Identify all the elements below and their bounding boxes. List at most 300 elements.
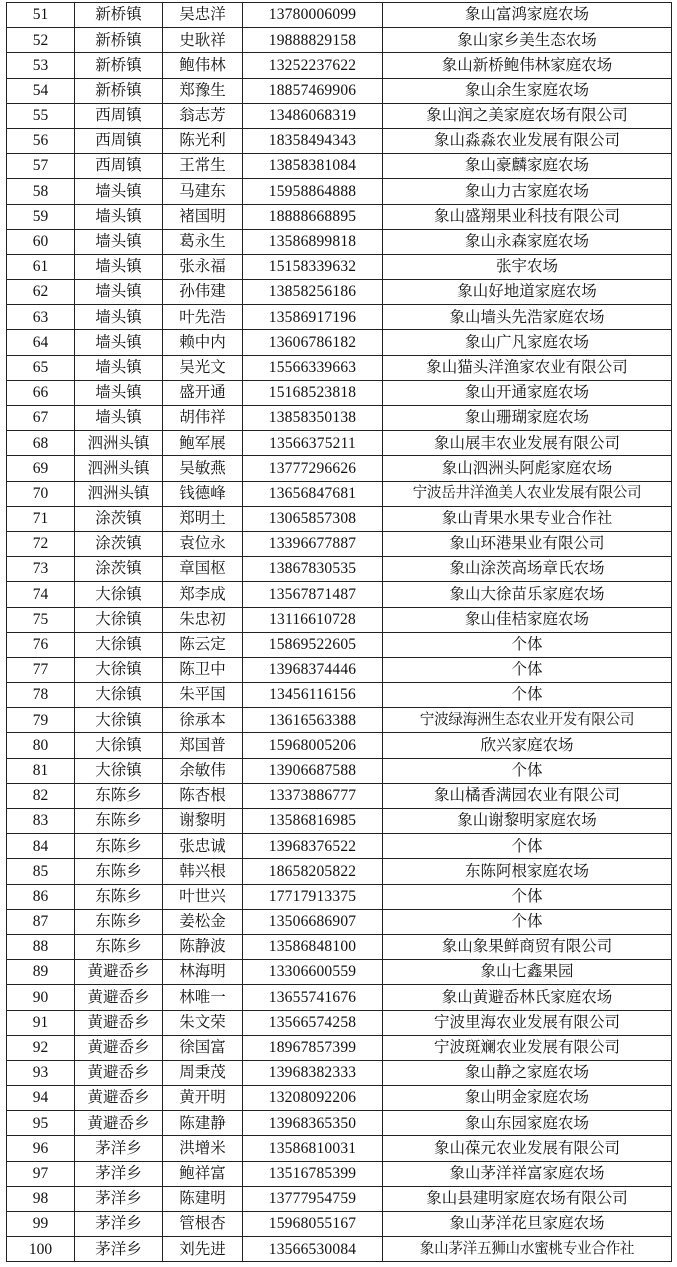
phone-number: 13306600559 [243, 960, 383, 985]
row-number: 54 [7, 78, 75, 103]
phone-number: 17717913375 [243, 884, 383, 909]
unit-name: 象山明金家庭农场 [383, 1086, 672, 1111]
contact-name: 钱德峰 [163, 481, 243, 506]
contact-name: 朱文荣 [163, 1010, 243, 1035]
unit-name: 象山谢黎明家庭农场 [383, 809, 672, 834]
row-number: 87 [7, 909, 75, 934]
town-name: 茅洋乡 [75, 1161, 163, 1186]
row-number: 51 [7, 3, 75, 28]
table-row [7, 1212, 672, 1237]
contact-name: 袁位永 [163, 531, 243, 556]
town-name: 大徐镇 [75, 758, 163, 783]
phone-number: 18857469906 [243, 78, 383, 103]
row-number: 73 [7, 557, 75, 582]
table-row [7, 1035, 672, 1060]
town-name: 东陈乡 [75, 809, 163, 834]
table-row [7, 229, 672, 254]
row-number: 96 [7, 1136, 75, 1161]
town-name: 黄避岙乡 [75, 1111, 163, 1136]
town-name: 茅洋乡 [75, 1136, 163, 1161]
phone-number: 13566375211 [243, 431, 383, 456]
roster-body [7, 3, 672, 1262]
contact-name: 吴忠洋 [163, 3, 243, 28]
row-number: 75 [7, 607, 75, 632]
row-number: 82 [7, 783, 75, 808]
town-name: 新桥镇 [75, 78, 163, 103]
table-row [7, 154, 672, 179]
phone-number: 13586917196 [243, 305, 383, 330]
farm-roster-table [6, 2, 672, 1262]
phone-number: 13566574258 [243, 1010, 383, 1035]
table-row [7, 632, 672, 657]
contact-name: 林唯一 [163, 985, 243, 1010]
unit-name: 象山七鑫果园 [383, 960, 672, 985]
town-name: 大徐镇 [75, 708, 163, 733]
row-number: 98 [7, 1186, 75, 1211]
unit-name: 张宇农场 [383, 254, 672, 279]
town-name: 西周镇 [75, 154, 163, 179]
row-number: 93 [7, 1060, 75, 1085]
contact-name: 郑明土 [163, 506, 243, 531]
unit-name: 个体 [383, 758, 672, 783]
phone-number: 18658205822 [243, 859, 383, 884]
row-number: 70 [7, 481, 75, 506]
contact-name: 朱忠初 [163, 607, 243, 632]
unit-name: 象山涂茨高场章氏农场 [383, 557, 672, 582]
phone-number: 13566530084 [243, 1237, 383, 1262]
town-name: 大徐镇 [75, 607, 163, 632]
unit-name: 象山墙头先浩家庭农场 [383, 305, 672, 330]
unit-name: 宁波岳井洋渔美人农业发展有限公司 [383, 481, 672, 506]
contact-name: 葛永生 [163, 229, 243, 254]
phone-number: 13616563388 [243, 708, 383, 733]
table-row [7, 708, 672, 733]
contact-name: 郑李成 [163, 582, 243, 607]
phone-number: 18967857399 [243, 1035, 383, 1060]
unit-name: 象山茅洋五狮山水蜜桃专业合作社 [383, 1237, 672, 1262]
contact-name: 姜松金 [163, 909, 243, 934]
unit-name: 宁波斑斓农业发展有限公司 [383, 1035, 672, 1060]
town-name: 大徐镇 [75, 657, 163, 682]
contact-name: 陈卫中 [163, 657, 243, 682]
contact-name: 鲍军展 [163, 431, 243, 456]
table-row [7, 859, 672, 884]
contact-name: 陈建静 [163, 1111, 243, 1136]
unit-name: 宁波绿海洲生态农业开发有限公司 [383, 708, 672, 733]
contact-name: 管根杏 [163, 1212, 243, 1237]
contact-name: 陈光利 [163, 128, 243, 153]
town-name: 墙头镇 [75, 380, 163, 405]
phone-number: 13252237622 [243, 53, 383, 78]
contact-name: 吴光文 [163, 355, 243, 380]
row-number: 52 [7, 28, 75, 53]
row-number: 55 [7, 103, 75, 128]
unit-name: 象山珊瑚家庭农场 [383, 406, 672, 431]
phone-number: 13396677887 [243, 531, 383, 556]
contact-name: 陈静波 [163, 934, 243, 959]
unit-name: 象山永森家庭农场 [383, 229, 672, 254]
contact-name: 朱平国 [163, 683, 243, 708]
phone-number: 13373886777 [243, 783, 383, 808]
phone-number: 19888829158 [243, 28, 383, 53]
contact-name: 郑豫生 [163, 78, 243, 103]
row-number: 80 [7, 733, 75, 758]
contact-name: 赖中内 [163, 330, 243, 355]
unit-name: 欣兴家庭农场 [383, 733, 672, 758]
phone-number: 18358494343 [243, 128, 383, 153]
town-name: 涂茨镇 [75, 531, 163, 556]
unit-name: 象山大徐苗乐家庭农场 [383, 582, 672, 607]
table-row [7, 960, 672, 985]
row-number: 94 [7, 1086, 75, 1111]
town-name: 墙头镇 [75, 229, 163, 254]
table-row [7, 280, 672, 305]
contact-name: 韩兴根 [163, 859, 243, 884]
table-row [7, 909, 672, 934]
row-number: 65 [7, 355, 75, 380]
town-name: 黄避岙乡 [75, 960, 163, 985]
row-number: 71 [7, 506, 75, 531]
town-name: 新桥镇 [75, 3, 163, 28]
phone-number: 15958864888 [243, 179, 383, 204]
row-number: 90 [7, 985, 75, 1010]
contact-name: 陈杏根 [163, 783, 243, 808]
unit-name: 个体 [383, 884, 672, 909]
town-name: 大徐镇 [75, 733, 163, 758]
table-row [7, 78, 672, 103]
unit-name: 个体 [383, 657, 672, 682]
phone-number: 13456116156 [243, 683, 383, 708]
contact-name: 张忠诚 [163, 834, 243, 859]
town-name: 茅洋乡 [75, 1212, 163, 1237]
town-name: 大徐镇 [75, 632, 163, 657]
unit-name: 象山展丰农业发展有限公司 [383, 431, 672, 456]
row-number: 79 [7, 708, 75, 733]
unit-name: 象山家乡美生态农场 [383, 28, 672, 53]
row-number: 78 [7, 683, 75, 708]
town-name: 东陈乡 [75, 783, 163, 808]
row-number: 62 [7, 280, 75, 305]
row-number: 56 [7, 128, 75, 153]
phone-number: 18888668895 [243, 204, 383, 229]
table-row [7, 456, 672, 481]
unit-name: 象山茅洋花旦家庭农场 [383, 1212, 672, 1237]
town-name: 墙头镇 [75, 406, 163, 431]
phone-number: 13586899818 [243, 229, 383, 254]
phone-number: 13968382333 [243, 1060, 383, 1085]
phone-number: 13606786182 [243, 330, 383, 355]
row-number: 53 [7, 53, 75, 78]
phone-number: 13867830535 [243, 557, 383, 582]
table-row [7, 985, 672, 1010]
unit-name: 象山橘香满园农业有限公司 [383, 783, 672, 808]
contact-name: 褚国明 [163, 204, 243, 229]
row-number: 61 [7, 254, 75, 279]
row-number: 100 [7, 1237, 75, 1262]
row-number: 84 [7, 834, 75, 859]
town-name: 茅洋乡 [75, 1186, 163, 1211]
table-row [7, 506, 672, 531]
town-name: 东陈乡 [75, 934, 163, 959]
unit-name: 个体 [383, 683, 672, 708]
row-number: 68 [7, 431, 75, 456]
contact-name: 马建东 [163, 179, 243, 204]
table-row [7, 431, 672, 456]
phone-number: 13486068319 [243, 103, 383, 128]
phone-number: 13777954759 [243, 1186, 383, 1211]
contact-name: 史耿祥 [163, 28, 243, 53]
table-row [7, 884, 672, 909]
contact-name: 郑国普 [163, 733, 243, 758]
table-row [7, 330, 672, 355]
row-number: 58 [7, 179, 75, 204]
contact-name: 叶先浩 [163, 305, 243, 330]
town-name: 墙头镇 [75, 254, 163, 279]
row-number: 76 [7, 632, 75, 657]
contact-name: 徐国富 [163, 1035, 243, 1060]
table-row [7, 355, 672, 380]
table-row [7, 783, 672, 808]
phone-number: 13858256186 [243, 280, 383, 305]
unit-name: 象山广凡家庭农场 [383, 330, 672, 355]
table-row [7, 254, 672, 279]
phone-number: 15869522605 [243, 632, 383, 657]
table-row [7, 557, 672, 582]
unit-name: 象山盛翔果业科技有限公司 [383, 204, 672, 229]
contact-name: 鲍伟林 [163, 53, 243, 78]
town-name: 大徐镇 [75, 582, 163, 607]
unit-name: 象山猫头洋渔家农业有限公司 [383, 355, 672, 380]
unit-name: 象山县建明家庭农场有限公司 [383, 1186, 672, 1211]
phone-number: 13968374446 [243, 657, 383, 682]
town-name: 墙头镇 [75, 179, 163, 204]
phone-number: 13777296626 [243, 456, 383, 481]
row-number: 81 [7, 758, 75, 783]
town-name: 墙头镇 [75, 280, 163, 305]
unit-name: 象山淼淼农业发展有限公司 [383, 128, 672, 153]
unit-name: 象山佳桔家庭农场 [383, 607, 672, 632]
contact-name: 徐承本 [163, 708, 243, 733]
row-number: 57 [7, 154, 75, 179]
town-name: 墙头镇 [75, 204, 163, 229]
phone-number: 13968376522 [243, 834, 383, 859]
town-name: 黄避岙乡 [75, 1010, 163, 1035]
town-name: 泗洲头镇 [75, 481, 163, 506]
contact-name: 翁志芳 [163, 103, 243, 128]
unit-name: 宁波里海农业发展有限公司 [383, 1010, 672, 1035]
phone-number: 13906687588 [243, 758, 383, 783]
unit-name: 象山黄避岙林氏家庭农场 [383, 985, 672, 1010]
row-number: 77 [7, 657, 75, 682]
table-row [7, 1161, 672, 1186]
unit-name: 个体 [383, 834, 672, 859]
unit-name: 象山泗洲头阿彪家庭农场 [383, 456, 672, 481]
contact-name: 余敏伟 [163, 758, 243, 783]
contact-name: 陈建明 [163, 1186, 243, 1211]
town-name: 黄避岙乡 [75, 1060, 163, 1085]
contact-name: 陈云定 [163, 632, 243, 657]
table-row [7, 834, 672, 859]
table-row [7, 380, 672, 405]
town-name: 西周镇 [75, 128, 163, 153]
table-row [7, 179, 672, 204]
contact-name: 刘先进 [163, 1237, 243, 1262]
unit-name: 象山力古家庭农场 [383, 179, 672, 204]
row-number: 97 [7, 1161, 75, 1186]
row-number: 91 [7, 1010, 75, 1035]
unit-name: 象山新桥鲍伟林家庭农场 [383, 53, 672, 78]
town-name: 泗洲头镇 [75, 431, 163, 456]
row-number: 60 [7, 229, 75, 254]
town-name: 黄避岙乡 [75, 1086, 163, 1111]
town-name: 泗洲头镇 [75, 456, 163, 481]
row-number: 83 [7, 809, 75, 834]
contact-name: 叶世兴 [163, 884, 243, 909]
town-name: 西周镇 [75, 103, 163, 128]
phone-number: 15968055167 [243, 1212, 383, 1237]
unit-name: 个体 [383, 909, 672, 934]
table-row [7, 128, 672, 153]
town-name: 东陈乡 [75, 834, 163, 859]
town-name: 茅洋乡 [75, 1237, 163, 1262]
table-row [7, 103, 672, 128]
phone-number: 13968365350 [243, 1111, 383, 1136]
contact-name: 黄开明 [163, 1086, 243, 1111]
town-name: 东陈乡 [75, 884, 163, 909]
contact-name: 林海明 [163, 960, 243, 985]
town-name: 大徐镇 [75, 683, 163, 708]
unit-name: 象山好地道家庭农场 [383, 280, 672, 305]
row-number: 67 [7, 406, 75, 431]
unit-name: 象山豪麟家庭农场 [383, 154, 672, 179]
phone-number: 13516785399 [243, 1161, 383, 1186]
table-row [7, 481, 672, 506]
contact-name: 吴敏燕 [163, 456, 243, 481]
table-row [7, 657, 672, 682]
row-number: 95 [7, 1111, 75, 1136]
table-row [7, 204, 672, 229]
row-number: 66 [7, 380, 75, 405]
contact-name: 鲍祥富 [163, 1161, 243, 1186]
row-number: 69 [7, 456, 75, 481]
unit-name: 象山余生家庭农场 [383, 78, 672, 103]
row-number: 99 [7, 1212, 75, 1237]
unit-name: 象山葆元农业发展有限公司 [383, 1136, 672, 1161]
town-name: 墙头镇 [75, 330, 163, 355]
town-name: 墙头镇 [75, 305, 163, 330]
unit-name: 东陈阿根家庭农场 [383, 859, 672, 884]
table-row [7, 1136, 672, 1161]
table-row [7, 28, 672, 53]
row-number: 72 [7, 531, 75, 556]
phone-number: 13208092206 [243, 1086, 383, 1111]
phone-number: 13567871487 [243, 582, 383, 607]
town-name: 涂茨镇 [75, 506, 163, 531]
town-name: 新桥镇 [75, 53, 163, 78]
town-name: 涂茨镇 [75, 557, 163, 582]
contact-name: 周秉茂 [163, 1060, 243, 1085]
town-name: 黄避岙乡 [75, 1035, 163, 1060]
phone-number: 15158339632 [243, 254, 383, 279]
phone-number: 13586810031 [243, 1136, 383, 1161]
table-row [7, 758, 672, 783]
unit-name: 象山东园家庭农场 [383, 1111, 672, 1136]
phone-number: 15566339663 [243, 355, 383, 380]
table-row [7, 1186, 672, 1211]
table-row [7, 582, 672, 607]
table-row [7, 1086, 672, 1111]
contact-name: 章国枢 [163, 557, 243, 582]
row-number: 88 [7, 934, 75, 959]
table-row [7, 406, 672, 431]
table-row [7, 1111, 672, 1136]
town-name: 东陈乡 [75, 909, 163, 934]
table-row [7, 1010, 672, 1035]
unit-name: 象山开通家庭农场 [383, 380, 672, 405]
phone-number: 13655741676 [243, 985, 383, 1010]
row-number: 86 [7, 884, 75, 909]
table-row [7, 607, 672, 632]
phone-number: 13116610728 [243, 607, 383, 632]
row-number: 92 [7, 1035, 75, 1060]
row-number: 89 [7, 960, 75, 985]
contact-name: 谢黎明 [163, 809, 243, 834]
contact-name: 盛开通 [163, 380, 243, 405]
table-row [7, 1060, 672, 1085]
phone-number: 13586848100 [243, 934, 383, 959]
town-name: 东陈乡 [75, 859, 163, 884]
phone-number: 13065857308 [243, 506, 383, 531]
unit-name: 象山富鸿家庭农场 [383, 3, 672, 28]
table-row [7, 53, 672, 78]
phone-number: 15968005206 [243, 733, 383, 758]
contact-name: 胡伟祥 [163, 406, 243, 431]
phone-number: 15168523818 [243, 380, 383, 405]
row-number: 63 [7, 305, 75, 330]
row-number: 85 [7, 859, 75, 884]
unit-name: 象山静之家庭农场 [383, 1060, 672, 1085]
unit-name: 象山象果鲜商贸有限公司 [383, 934, 672, 959]
table-row [7, 531, 672, 556]
contact-name: 孙伟建 [163, 280, 243, 305]
table-row [7, 3, 672, 28]
town-name: 黄避岙乡 [75, 985, 163, 1010]
table-row [7, 934, 672, 959]
contact-name: 王常生 [163, 154, 243, 179]
row-number: 64 [7, 330, 75, 355]
phone-number: 13858381084 [243, 154, 383, 179]
row-number: 59 [7, 204, 75, 229]
phone-number: 13656847681 [243, 481, 383, 506]
unit-name: 象山茅洋祥富家庭农场 [383, 1161, 672, 1186]
table-row [7, 305, 672, 330]
row-number: 74 [7, 582, 75, 607]
unit-name: 象山环港果业有限公司 [383, 531, 672, 556]
table-row [7, 683, 672, 708]
town-name: 墙头镇 [75, 355, 163, 380]
unit-name: 象山润之美家庭农场有限公司 [383, 103, 672, 128]
unit-name: 象山青果水果专业合作社 [383, 506, 672, 531]
contact-name: 张永福 [163, 254, 243, 279]
contact-name: 洪增米 [163, 1136, 243, 1161]
table-row [7, 733, 672, 758]
phone-number: 13858350138 [243, 406, 383, 431]
phone-number: 13506686907 [243, 909, 383, 934]
phone-number: 13586816985 [243, 809, 383, 834]
unit-name: 个体 [383, 632, 672, 657]
table-row [7, 809, 672, 834]
table-row [7, 1237, 672, 1262]
